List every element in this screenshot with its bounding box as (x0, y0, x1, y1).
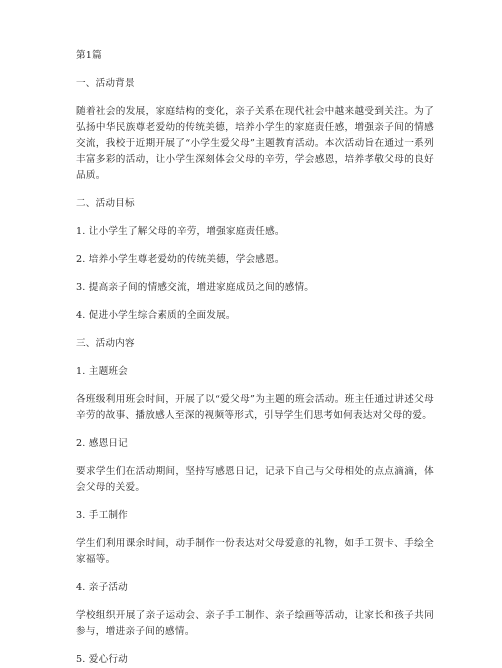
content-paragraph-1: 各班级利用班会时间，开展了以“爱父母”为主题的班会活动。班主任通过讲述父母辛劳的故事、播放感人至深的视频等形式，引导学生们思考如何表达对父母的爱。 (76, 394, 434, 421)
section-heading-background: 一、活动背景 (76, 78, 135, 89)
part-label: 第1篇 (76, 50, 102, 61)
goal-item-3: 3. 提高亲子间的情感交流，增进家庭成员之间的感情。 (76, 282, 315, 293)
content-paragraph-4: 学校组织开展了亲子运动会、亲子手工制作、亲子绘画等活动，让家长和孩子共同参与，增进亲子间的感情。 (76, 610, 434, 637)
goal-item-1: 1. 让小学生了解父母的辛劳，增强家庭责任感。 (76, 226, 285, 237)
content-subtitle-5: 5. 爱心行动 (76, 654, 128, 665)
goal-item-2: 2. 培养小学生尊老爱幼的传统美德，学会感恩。 (76, 254, 285, 265)
content-subtitle-3: 3. 手工制作 (76, 510, 128, 521)
section-heading-content: 三、活动内容 (76, 338, 135, 349)
section-heading-goals: 二、活动目标 (76, 198, 135, 209)
content-paragraph-3: 学生们利用课余时间，动手制作一份表达对父母爱意的礼物，如手工贺卡、手绘全家福等。 (76, 538, 434, 565)
content-subtitle-2: 2. 感恩日记 (76, 438, 128, 449)
document-page (76, 48, 434, 668)
content-subtitle-1: 1. 主题班会 (76, 366, 128, 377)
goal-item-4: 4. 促进小学生综合素质的全面发展。 (76, 310, 236, 321)
background-paragraph: 随着社会的发展，家庭结构的变化，亲子关系在现代社会中越来越受到关注。为了弘扬中华民族尊老爱幼的传统美德，培养小学生的家庭责任感，增强亲子间的情感交流，我校于近期开展了“小学生爱父母”主题教育活动。本次活动旨在通过一系列丰富多彩的活动，让小学生深刻体会父母的辛劳，学会感恩，培养孝敬父母的良好品质。 (76, 106, 434, 181)
content-paragraph-2: 要求学生们在活动期间，坚持写感恩日记，记录下自己与父母相处的点点滴滴，体会父母的关爱。 (76, 466, 434, 493)
content-subtitle-4: 4. 亲子活动 (76, 582, 128, 593)
